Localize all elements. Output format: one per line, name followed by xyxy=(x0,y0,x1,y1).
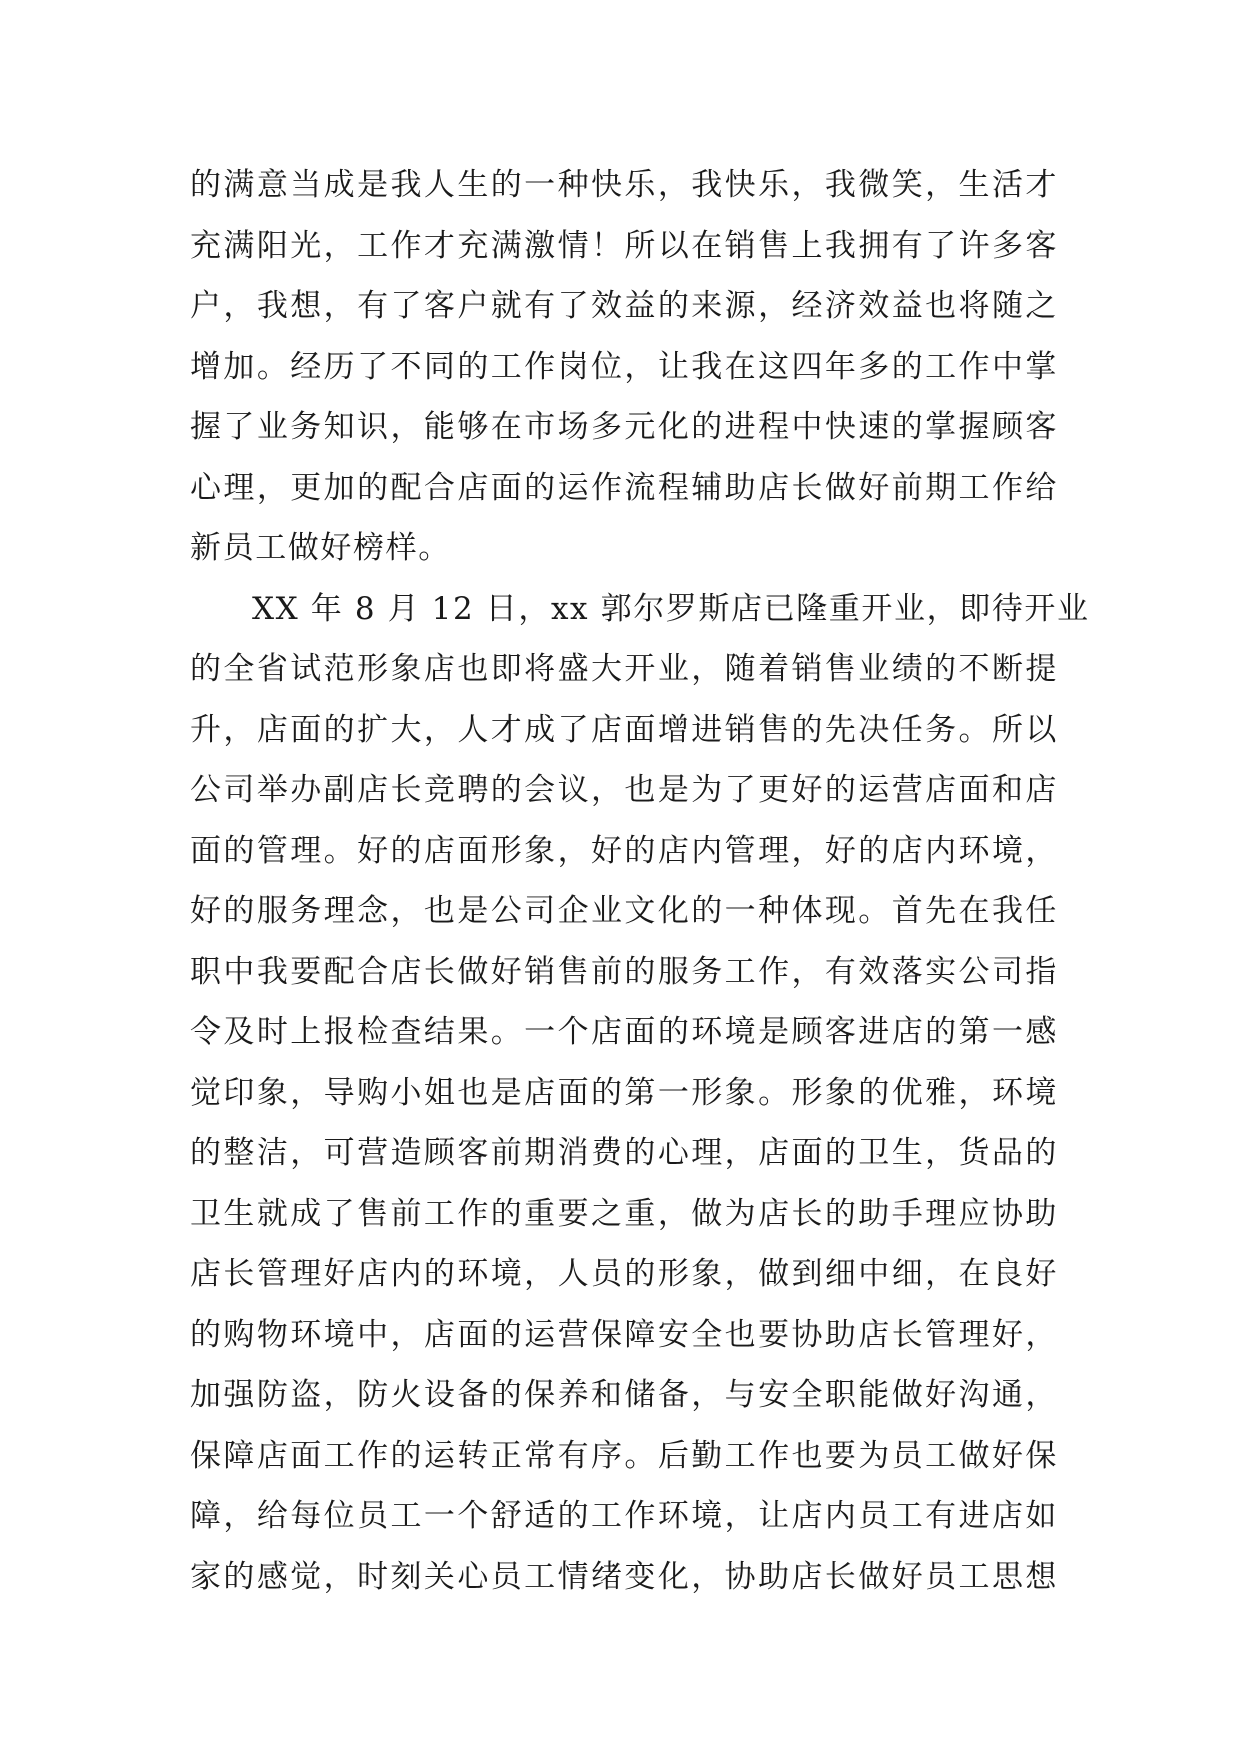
text-line: 的整洁，可营造顾客前期消费的心理，店面的卫生，货品的 xyxy=(190,1135,1058,1171)
text-line: 职中我要配合店长做好销售前的服务工作，有效落实公司指 xyxy=(190,953,1058,990)
body-text xyxy=(190,155,1090,1607)
text-line: 觉印象，导购小姐也是店面的第一形象。形象的优雅，环境 xyxy=(190,1074,1058,1111)
text-line: 升，店面的扩大，人才成了店面增进销售的先决任务。所以 xyxy=(190,711,1058,748)
text-line: 的购物环境中，店面的运营保障安全也要协助店长管理好， xyxy=(190,1316,1058,1353)
paragraph-start-line: XX 年 8 月 12 日，xx 郭尔罗斯店已隆重开业，即待开业 xyxy=(252,590,1090,627)
text-line: 户，我想，有了客户就有了效益的来源，经济效益也将随之 xyxy=(190,288,1058,324)
text-line: 障，给每位员工一个舒适的工作环境，让店内员工有进店如 xyxy=(190,1498,1058,1534)
text-line: 公司举办副店长竞聘的会议，也是为了更好的运营店面和店 xyxy=(190,772,1058,808)
text-line: 家的感觉，时刻关心员工情绪变化，协助店长做好员工思想 xyxy=(190,1558,1058,1595)
text-line: 好的服务理念，也是公司企业文化的一种体现。首先在我任 xyxy=(190,893,1058,929)
text-line: 的全省试范形象店也即将盛大开业，随着销售业绩的不断提 xyxy=(190,651,1058,687)
text-line: 保障店面工作的运转正常有序。后勤工作也要为员工做好保 xyxy=(190,1437,1058,1474)
text-line: 心理，更加的配合店面的运作流程辅助店长做好前期工作给 xyxy=(190,469,1058,506)
paragraph-end-line: 新员工做好榜样。 xyxy=(190,530,451,566)
text-line: 面的管理。好的店面形象，好的店内管理，好的店内环境， xyxy=(190,832,1058,869)
text-line: 充满阳光，工作才充满激情！所以在销售上我拥有了许多客 xyxy=(190,227,1058,264)
text-line: 加强防盗，防火设备的保养和储备，与安全职能做好沟通， xyxy=(190,1377,1058,1413)
text-line: 的满意当成是我人生的一种快乐，我快乐，我微笑，生活才 xyxy=(190,167,1058,203)
text-line: 令及时上报检查结果。一个店面的环境是顾客进店的第一感 xyxy=(190,1014,1058,1050)
text-line: 卫生就成了售前工作的重要之重，做为店长的助手理应协助 xyxy=(190,1195,1058,1232)
text-line: 增加。经历了不同的工作岗位，让我在这四年多的工作中掌 xyxy=(190,348,1058,385)
text-line: 店长管理好店内的环境，人员的形象，做到细中细，在良好 xyxy=(190,1256,1058,1292)
text-line: 握了业务知识，能够在市场多元化的进程中快速的掌握顾客 xyxy=(190,409,1058,445)
